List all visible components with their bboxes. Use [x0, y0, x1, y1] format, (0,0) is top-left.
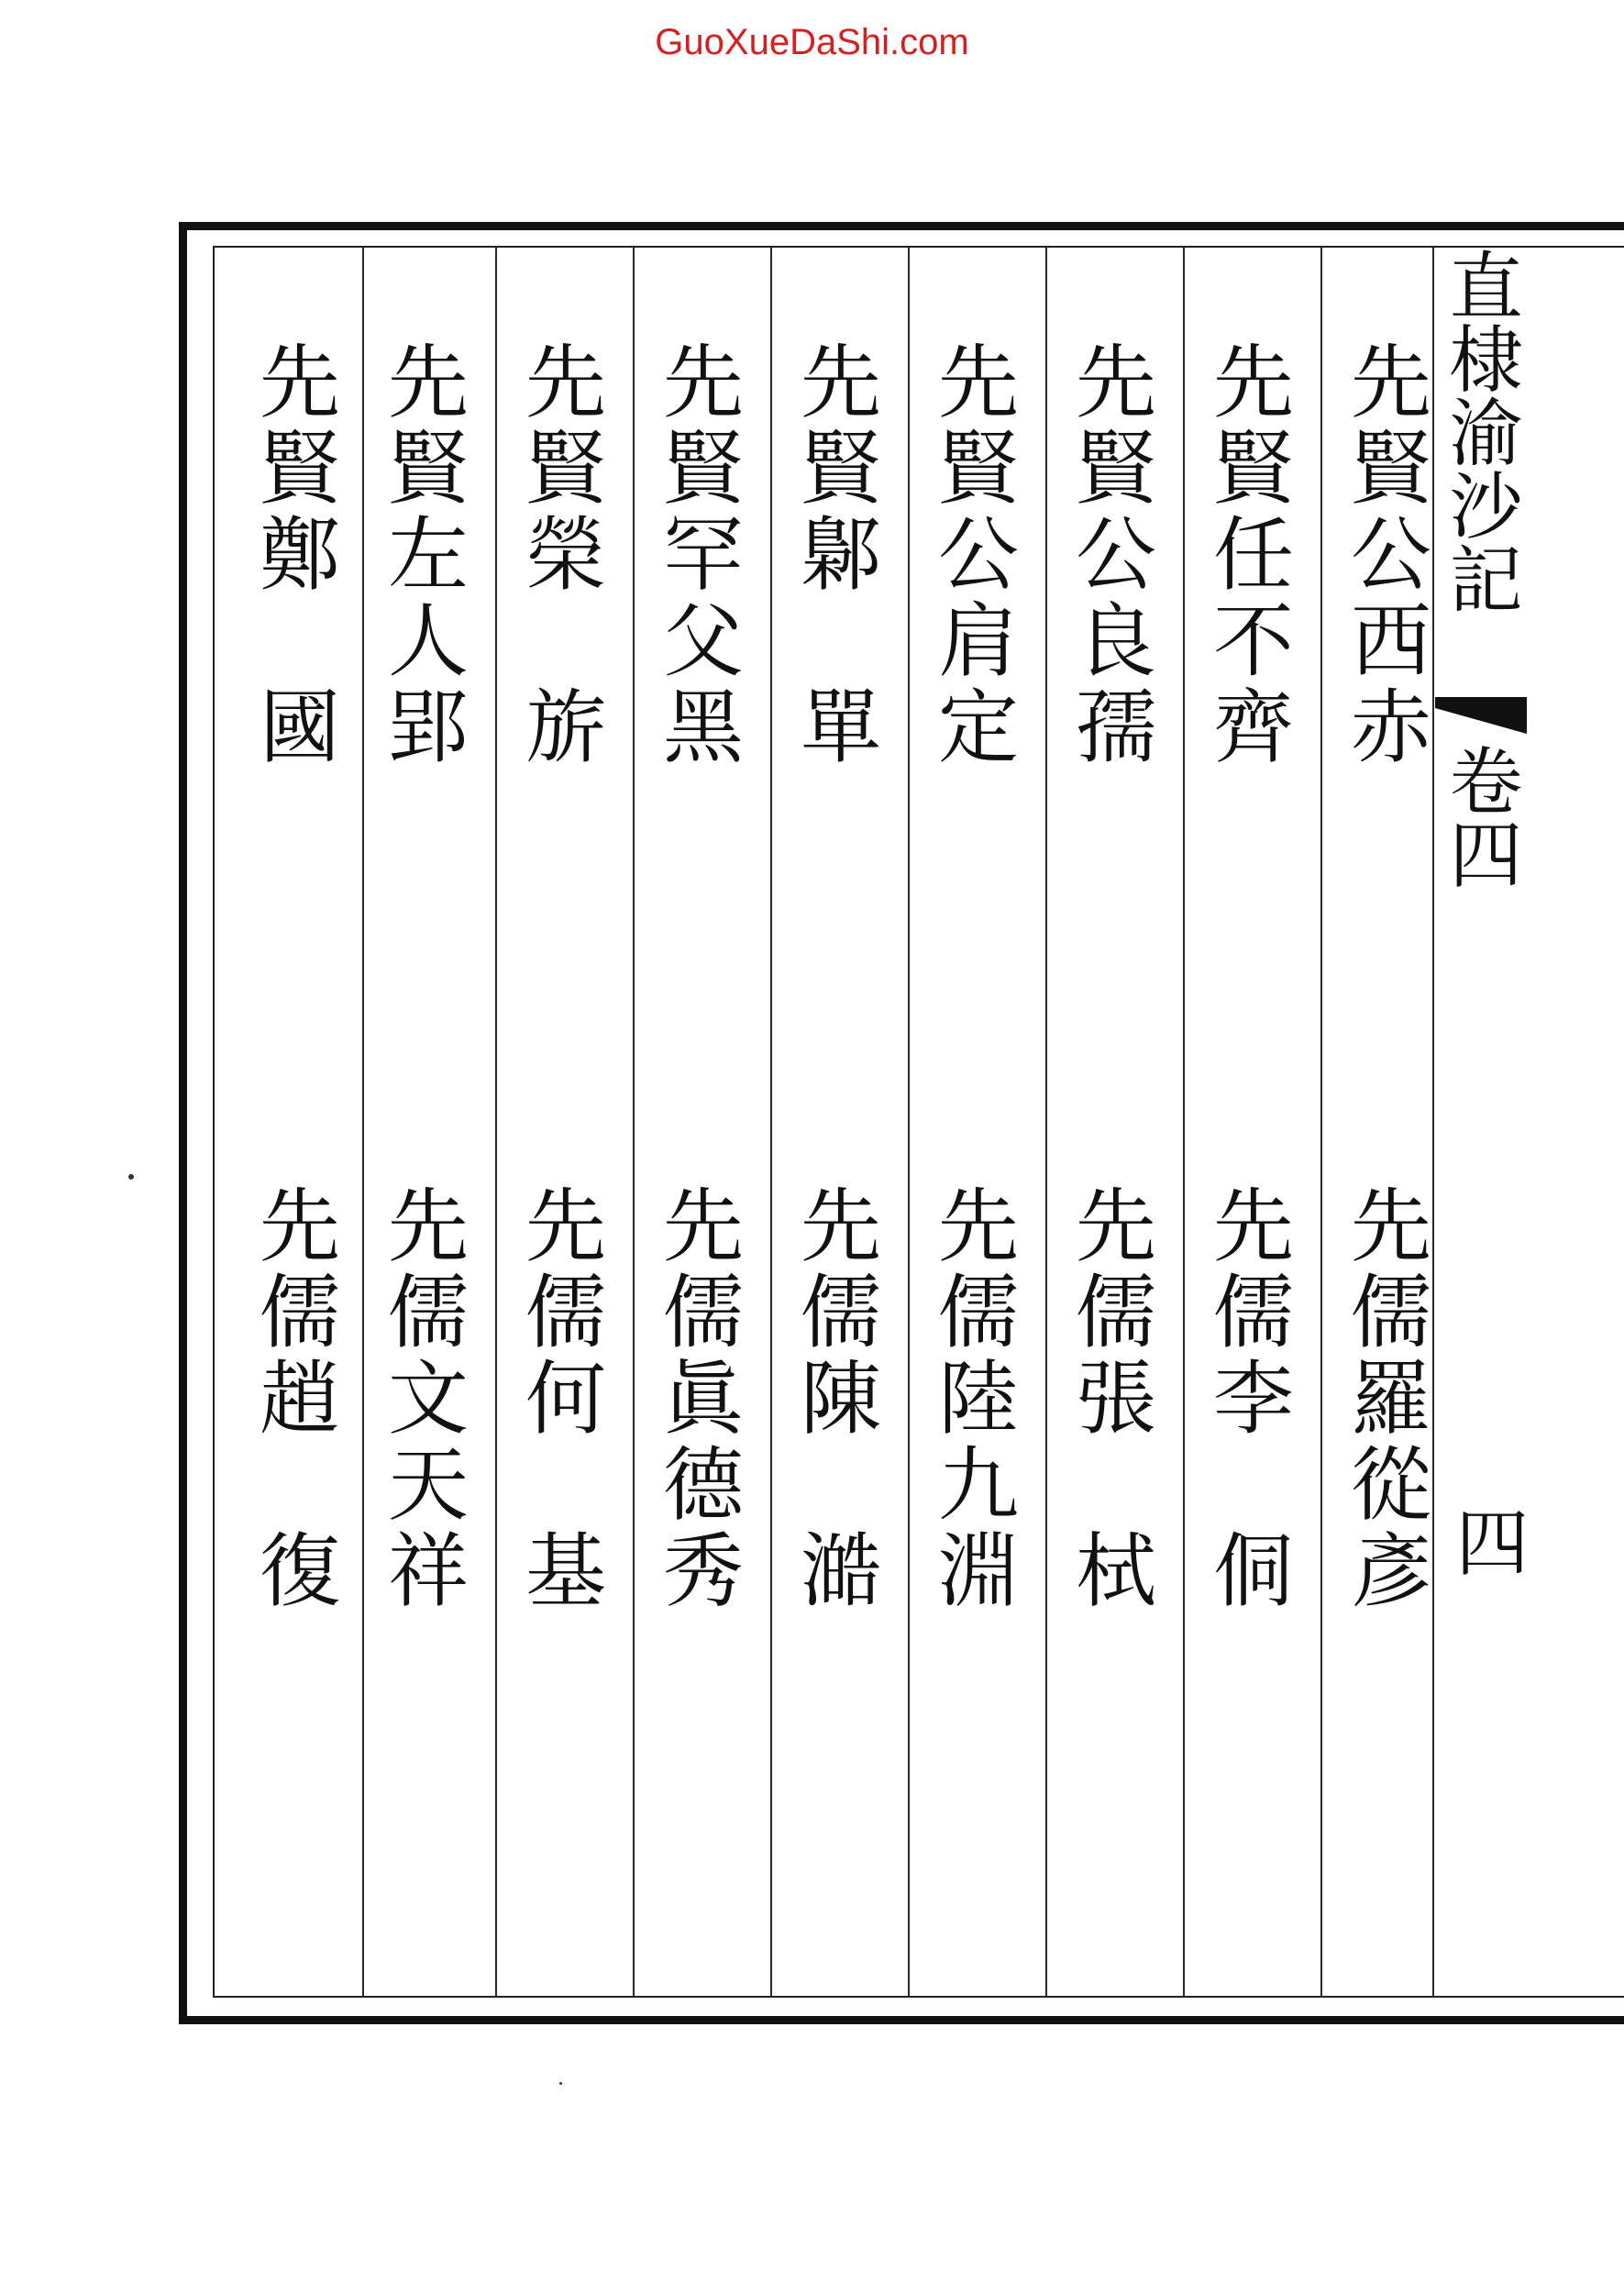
column-5-lower: 先儒陳 澔 [788, 1183, 882, 1614]
column-9-upper: 先賢鄭 國 [247, 339, 341, 770]
volume-label: 卷四 [1437, 743, 1522, 890]
column-rule [362, 248, 364, 1996]
column-9-lower: 先儒趙 復 [247, 1183, 341, 1614]
column-8-lower: 先儒文天祥 [375, 1183, 470, 1614]
column-4-lower: 先儒陸九淵 [925, 1183, 1020, 1614]
column-rule [495, 248, 497, 1996]
column-rule [1045, 248, 1047, 1996]
watermark: GuoXueDaShi.com [655, 22, 969, 62]
column-1-upper: 先賢公西赤 [1338, 339, 1432, 770]
column-1-lower: 先儒羅從彥 [1338, 1183, 1432, 1614]
scan-speck [559, 2082, 562, 2085]
column-3-upper: 先賢公良孺 [1063, 339, 1157, 770]
column-7-lower: 先儒何 基 [513, 1183, 607, 1614]
column-rule [1183, 248, 1185, 1996]
column-rule [1320, 248, 1322, 1996]
book-title: 直棣渝沙記 [1437, 248, 1522, 615]
scan-speck [128, 1174, 134, 1180]
column-8-upper: 先賢左人郢 [375, 339, 470, 770]
column-4-upper: 先賢公肩定 [925, 339, 1020, 770]
column-2-upper: 先賢任不齊 [1200, 339, 1295, 770]
column-2-lower: 先儒李 侗 [1200, 1183, 1295, 1614]
column-3-lower: 先儒張 栻 [1063, 1183, 1157, 1614]
column-6-lower: 先儒眞德秀 [650, 1183, 745, 1614]
column-6-upper: 先賢罕父黑 [650, 339, 745, 770]
column-rule [908, 248, 910, 1996]
column-rule [770, 248, 772, 1996]
column-7-upper: 先賢榮 旂 [513, 339, 607, 770]
column-5-upper: 先賢鄡 單 [788, 339, 882, 770]
column-rule [633, 248, 635, 1996]
page-number: 四 [1443, 1504, 1529, 1578]
